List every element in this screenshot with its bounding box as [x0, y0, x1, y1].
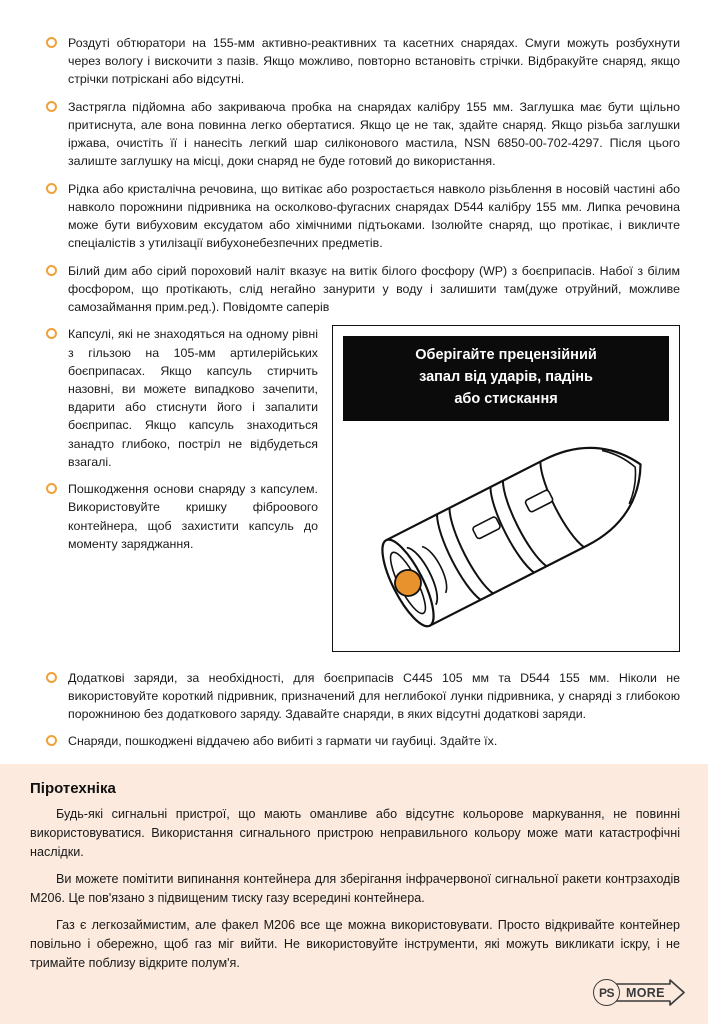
- list-item-text: Пошкодження основи снаряду з капсулем. Використовуйте кришку фіброового контейнера, щоб захистити капсуль до моменту заряджання.: [68, 482, 318, 551]
- list-item-text: Снаряди, пошкоджені віддачею або вибиті з гармати чи гаубиці. Здайте їх.: [68, 734, 498, 749]
- pyrotechnics-section: [0, 764, 708, 1024]
- warning-list: [46, 34, 680, 750]
- bullet-icon: [46, 483, 57, 494]
- list-item: [46, 732, 680, 750]
- ps-logo-badge: PS: [593, 979, 620, 1006]
- pyrotechnics-paragraph: Ви можете помітити випинання контейнера для зберігання інфрачервоної сигнальної ракети контрзаходів M206. Це пов'язано з підвищеним тиску газу всередині контейнера.: [30, 872, 680, 906]
- pyrotechnics-paragraph: Газ є легкозаймистим, але факел M206 все ще можна використовувати. Просто відкривайте контейнер повільно і обережно, щоб газ міг вийти. Не використовуйте інструменти, які можуть викликати іскру, і не тримайте поблизу відкрите полум'я.: [30, 917, 680, 970]
- bullet-icon: [46, 328, 57, 339]
- bullet-icon: [46, 37, 57, 48]
- list-item: [46, 98, 680, 171]
- list-item-text: Застрягла підйомна або закриваюча пробка на снарядах калібру 155 мм. Заглушка має бути щільно притиснута, але вона повинна легко обертатися. Якщо це не так, здайте снаряд. Якщо різьба заглушки іржава, очистіть її і нанесіть легкий шар силіконового мастила, NSN 6850-00-702-4297. Після цього залиште заглушку на місці, доки снаряд не буде готовий до використання.: [68, 99, 680, 169]
- bullet-icon: [46, 101, 57, 112]
- figure-wrap-zone: [46, 325, 680, 659]
- list-item: [46, 325, 680, 471]
- list-item-text: Білий дим або сірий пороховий наліт вказує на витік білого фосфору (WP) з боєприпасів. Набої з білим фосфором, що протікають, слід негайно занурити у воду і залишити там(дуже отруйний, можливе самозаймання прим.ред.). Повідомте саперів: [68, 263, 680, 315]
- list-item: [46, 669, 680, 724]
- bullet-icon: [46, 183, 57, 194]
- list-item: [46, 480, 680, 553]
- pyrotechnics-heading: Піротехніка: [30, 780, 116, 798]
- figure-warning-line-1: Оберігайте прецензійний: [415, 347, 597, 364]
- figure-warning-line-3: або стискання: [454, 390, 558, 407]
- list-item-text: Додаткові заряди, за необхідності, для боєприпасів C445 105 мм та D544 155 мм. Ніколи не використовуйте короткий підривник, призначений для неглибокої лунки підривника, у снаряді з глибокою порожниною без додаткового заряду. Здавайте снаряди, в яких відсутні додаткові заряди.: [68, 670, 680, 721]
- pyrotechnics-paragraph: Будь-які сигнальні пристрої, що мають оманливе або відсутнє кольорове маркування, не повинні використовуватися. Використання сигнального пристрою неправильного кольору може мати катастрофічні наслідки.: [30, 807, 680, 860]
- list-item-text: Рідка або кристалічна речовина, що витікає або розростається навколо різьблення в носовій частині або навколо порожнини підривника на осколково-фугасних снарядах D544 калібру 155 мм. Липка речовина може бути вибуховим ексудатом або хімічними підтьоками. Ізолюйте снаряд, що протікає, і викличте спеціалістів з утилізації вибухонебезпечних предметів.: [68, 181, 680, 251]
- more-button[interactable]: [593, 979, 686, 1006]
- more-arrow-icon: [614, 979, 686, 1006]
- warning-list-continued: [46, 325, 680, 553]
- list-item: [46, 180, 680, 253]
- bullet-icon: [46, 735, 57, 746]
- list-item: [46, 34, 680, 89]
- list-item-text: Капсулі, які не знаходяться на одному рівні з гільзою на 105-мм артилерійських боєприпасах. Якщо капсуль стирчить назовні, ви можете випадково зачепити, вдарити або стиснути його і запалити боєприпас. Якщо капсуль знаходиться занадто глибоко, постріл не відбудеться взагалі.: [68, 327, 318, 469]
- bullet-icon: [46, 265, 57, 276]
- more-label: MORE: [626, 985, 665, 1000]
- list-item-text: Роздуті обтюратори на 155-мм активно-реактивних та касетних снарядах. Смуги можуть розбухнути через вологу і вискочити з пазів. Якщо можливо, повторно встановіть стрічки. Відбракуйте снаряд, якщо стрічки потріскані або відсутні.: [68, 36, 680, 87]
- list-item: [46, 262, 680, 317]
- figure-warning-line-2: запал від ударів, падінь: [419, 369, 593, 386]
- bullet-icon: [46, 672, 57, 683]
